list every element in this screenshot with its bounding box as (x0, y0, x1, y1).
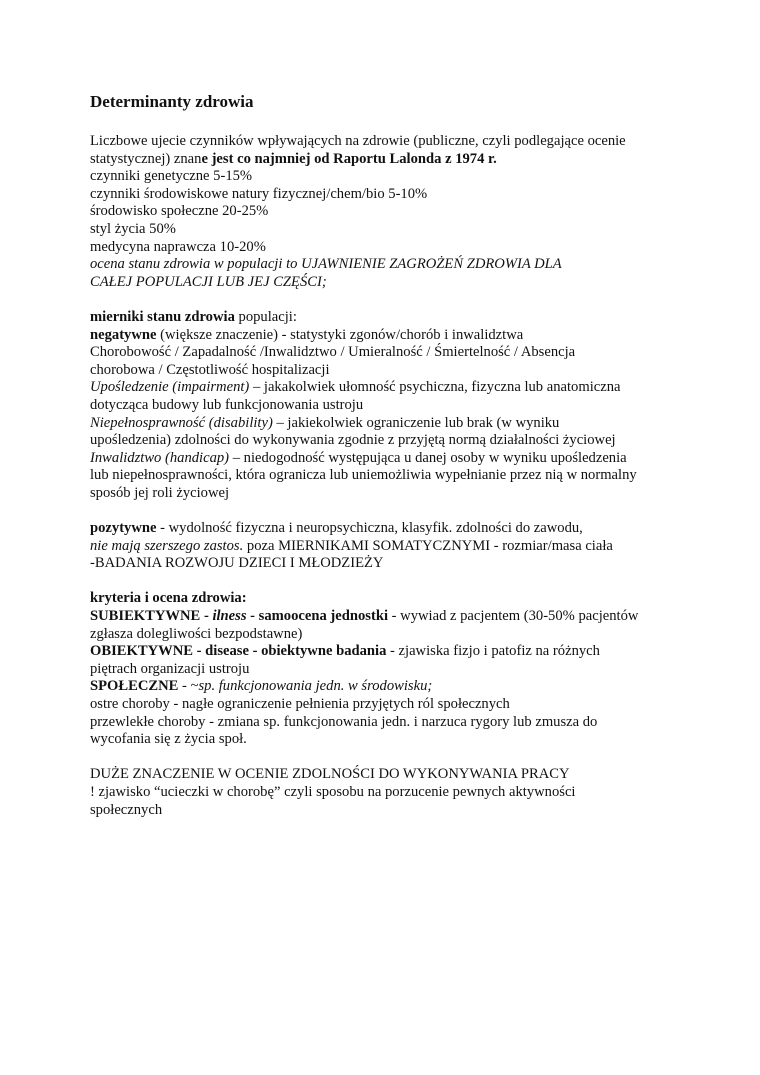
intro-line-2-bold: e jest co najmniej od Raportu Lalonda z 1974 r. (201, 150, 497, 167)
negatywne-bold: negatywne (90, 326, 157, 343)
spoleczne-line (90, 678, 690, 696)
mierniki-list-line-1: Chorobowość / Zapadalność /Inwalidztwo / Umieralność / Śmiertelność / Absencja (90, 344, 576, 361)
document-title: Determinanty zdrowia (90, 92, 254, 111)
niepelnosprawnosc-line-1 (90, 415, 690, 433)
przewlekle-choroby-line-1: przewlekłe choroby - zmiana sp. funkcjonowania jedn. i narzuca rygory lub zmusza do (90, 713, 598, 730)
intro-item-environmental: czynniki środowiskowe natury fizycznej/chem/bio 5-10% (90, 185, 428, 202)
intro-line-1: Liczbowe ujecie czynników wpływających na zdrowie (publiczne, czyli podlegające ocenie (90, 133, 626, 149)
pozytywne-line-2 (90, 538, 690, 556)
intro-note-1-text: ocena stanu zdrowia w populacji to UJAWNIENIE ZAGROŻEŃ ZDROWIA DLA (90, 256, 562, 273)
ending-line-1: DUŻE ZNACZENIE W OCENIE ZDOLNOŚCI DO WYKONYWANIA PRACY (90, 766, 570, 783)
kryteria-heading-text: kryteria i ocena zdrowia: (90, 590, 247, 607)
paragraph-gap (90, 291, 690, 309)
paragraph-gap (90, 573, 690, 591)
subiektywne-line-2: zgłasza dolegliwości bezpodstawne) (90, 625, 303, 642)
subiektywne-label: SUBIEKTYWNE - (90, 608, 213, 625)
inwalidztwo-line-3: sposób jej roli życiowej (90, 484, 230, 501)
paragraph-gap (90, 502, 690, 520)
uposledzenie-term: Upośledzenie (impairment) (90, 379, 250, 396)
ostre-choroby-line: ostre choroby - nagłe ograniczenie pełnienia przyjętych ról społecznych (90, 696, 510, 712)
intro-note-line-1 (90, 256, 690, 274)
inwalidztwo-line-1 (90, 450, 690, 468)
negatywne-line (90, 327, 690, 345)
uposledzenie-def: – jakakolwiek ułomność psychiczna, fizyczna lub anatomiczna (249, 379, 621, 396)
spoleczne-italic: sp. funkcjonowania jedn. w środowisku; (198, 678, 433, 695)
paragraph-gap (90, 749, 690, 767)
intro-item-medicine: medycyna naprawcza 10-20% (90, 238, 266, 255)
mierniki-heading-bold: mierniki stanu zdrowia (90, 308, 235, 325)
inwalidztwo-line-2: lub niepełnosprawności, która ogranicza lub uniemożliwia wypełnianie przez nią w normalny (90, 467, 637, 484)
intro-note-line-2 (90, 274, 690, 292)
mierniki-heading-rest: populacji: (234, 308, 297, 325)
pozytywne-bold: pozytywne (90, 520, 157, 537)
pozytywne-line-1 (90, 520, 690, 538)
kryteria-heading (90, 590, 690, 608)
spoleczne-bold: SPOŁECZNE (90, 678, 179, 695)
intro-line-2-text: statystycznej) znan (90, 150, 202, 167)
intro-line-2 (90, 151, 690, 169)
pozytywne-line-3: -BADANIA ROZWOJU DZIECI I MŁODZIEŻY (90, 555, 384, 572)
uposledzenie-line-2: dotycząca budowy lub funkcjonowania ustroju (90, 396, 364, 413)
ending-line-2: ! zjawisko “ucieczki w chorobę” czyli sposobu na porzucenie pewnych aktywności (90, 783, 576, 800)
niepelnosprawnosc-line-2: upośledzenia) zdolności do wykonywania zgodnie z przyjętą normą działalności życiowej (90, 432, 616, 449)
mierniki-list-line-2: chorobowa / Częstotliwość hospitalizacji (90, 361, 330, 378)
intro-item-social: środowisko społeczne 20-25% (90, 203, 269, 220)
inwalidztwo-def: – niedogodność występująca u danej osoby w wyniku upośledzenia (229, 449, 627, 466)
niepelnosprawnosc-term: Niepełnosprawność (disability) (90, 414, 273, 431)
subiektywne-samoocena: - samoocena jednostki (246, 608, 388, 625)
subiektywne-ilness (212, 608, 246, 624)
niepelnosprawnosc-def: – jakiekolwiek ograniczenie lub brak (w wyniku (272, 414, 560, 431)
obiektywne-line-1 (90, 643, 690, 661)
ending-line-3: społecznych (90, 801, 163, 818)
spoleczne-mid: - ~ (178, 678, 199, 695)
negatywne-rest: (większe znaczenie) - statystyki zgonów/chorób i inwalidztwa (156, 326, 524, 343)
obiektywne-rest: - zjawiska fizjo i patofiz na różnych (386, 643, 600, 660)
pozytywne-line-2-rest: poza MIERNIKAMI SOMATYCZNYMI - rozmiar/masa ciała (243, 537, 613, 554)
document-page (90, 92, 690, 819)
mierniki-heading (90, 309, 690, 327)
intro-note-2-text: CAŁEJ POPULACJI LUB JEJ CZĘŚCI; (90, 273, 327, 290)
inwalidztwo-term: Inwalidztwo (handicap) (90, 449, 230, 466)
intro-item-lifestyle: styl życia 50% (90, 220, 176, 237)
subiektywne-ilness-text: ilness (212, 608, 247, 625)
obiektywne-bold: OBIEKTYWNE - disease - obiektywne badania (90, 643, 387, 660)
pozytywne-rest: - wydolność fizyczna i neuropsychiczna, klasyfik. zdolności do zawodu, (156, 520, 583, 537)
uposledzenie-line-1 (90, 379, 690, 397)
obiektywne-line-2: piętrach organizacji ustroju (90, 660, 250, 677)
intro-item-genetic: czynniki genetyczne 5-15% (90, 168, 253, 185)
pozytywne-line-2-italic: nie mają szerszego zastos. (90, 537, 244, 554)
subiektywne-rest: - wywiad z pacjentem (30-50% pacjentów (388, 608, 639, 625)
przewlekle-choroby-line-2: wycofania się z życia społ. (90, 731, 247, 748)
subiektywne-line-1 (90, 608, 690, 626)
